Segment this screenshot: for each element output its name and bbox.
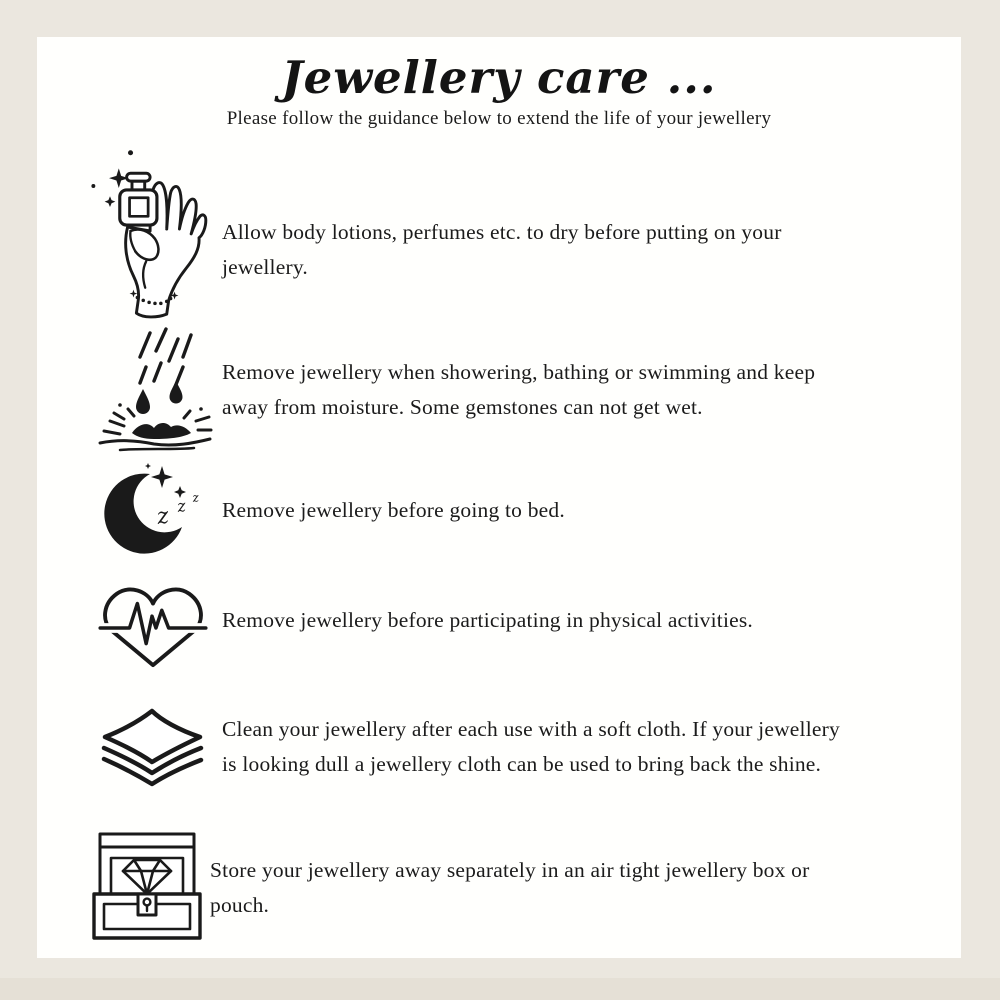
bottle-body (120, 190, 157, 225)
ground-line (100, 439, 210, 445)
moon-sleep-icon (100, 462, 214, 564)
tip-text-line: jewellery. (222, 255, 308, 279)
page-title: Jewellery care ... (281, 51, 717, 104)
rain-lines (140, 329, 191, 387)
tip-text-line: Clean your jewellery after each use with a soft cloth. If your jewellery (222, 717, 840, 741)
jewellery-box-icon (90, 830, 204, 944)
tip-text-line: Remove jewellery before going to bed. (222, 498, 565, 522)
tip-text (222, 603, 753, 638)
ground-line-2 (120, 448, 194, 450)
care-card (37, 37, 961, 958)
perfume-hand-icon (83, 141, 225, 319)
splash-blob (132, 423, 191, 439)
page-subtitle: Please follow the guidance below to extend the life of your jewellery (226, 108, 772, 129)
tip-text-line: Store your jewellery away separately in an air tight jewellery box or (210, 858, 810, 882)
frame-bottom-strip (0, 978, 1000, 1000)
box-lid (100, 834, 194, 894)
tip-text (222, 215, 782, 285)
crescent-moon (104, 474, 182, 554)
tip-text (222, 493, 565, 528)
tip-text-line: is looking dull a jewellery cloth can be used to bring back the shine. (222, 752, 822, 776)
sleep-z: z (175, 495, 187, 516)
tip-text-line: Remove jewellery when showering, bathing or swimming and keep (222, 360, 816, 384)
tip-text (210, 853, 809, 923)
tip-text-line: Remove jewellery before participating in physical activities. (222, 608, 754, 632)
bottle-cap (127, 173, 150, 181)
tip-text (222, 355, 815, 425)
water-splash-icon (92, 327, 218, 453)
cloth-stack-icon (97, 700, 209, 792)
tip-text-line: pouch. (210, 893, 270, 917)
heartbeat-heart-icon (97, 582, 209, 670)
sleep-z: z (155, 503, 171, 530)
moon-stars (145, 463, 186, 498)
tip-text (222, 712, 840, 782)
sleep-z: z (191, 490, 200, 505)
tip-text-line: Allow body lotions, perfumes etc. to dry before putting on your (222, 220, 782, 244)
water-drops (136, 381, 183, 414)
tip-text-line: away from moisture. Some gemstones can not get wet. (222, 395, 703, 419)
